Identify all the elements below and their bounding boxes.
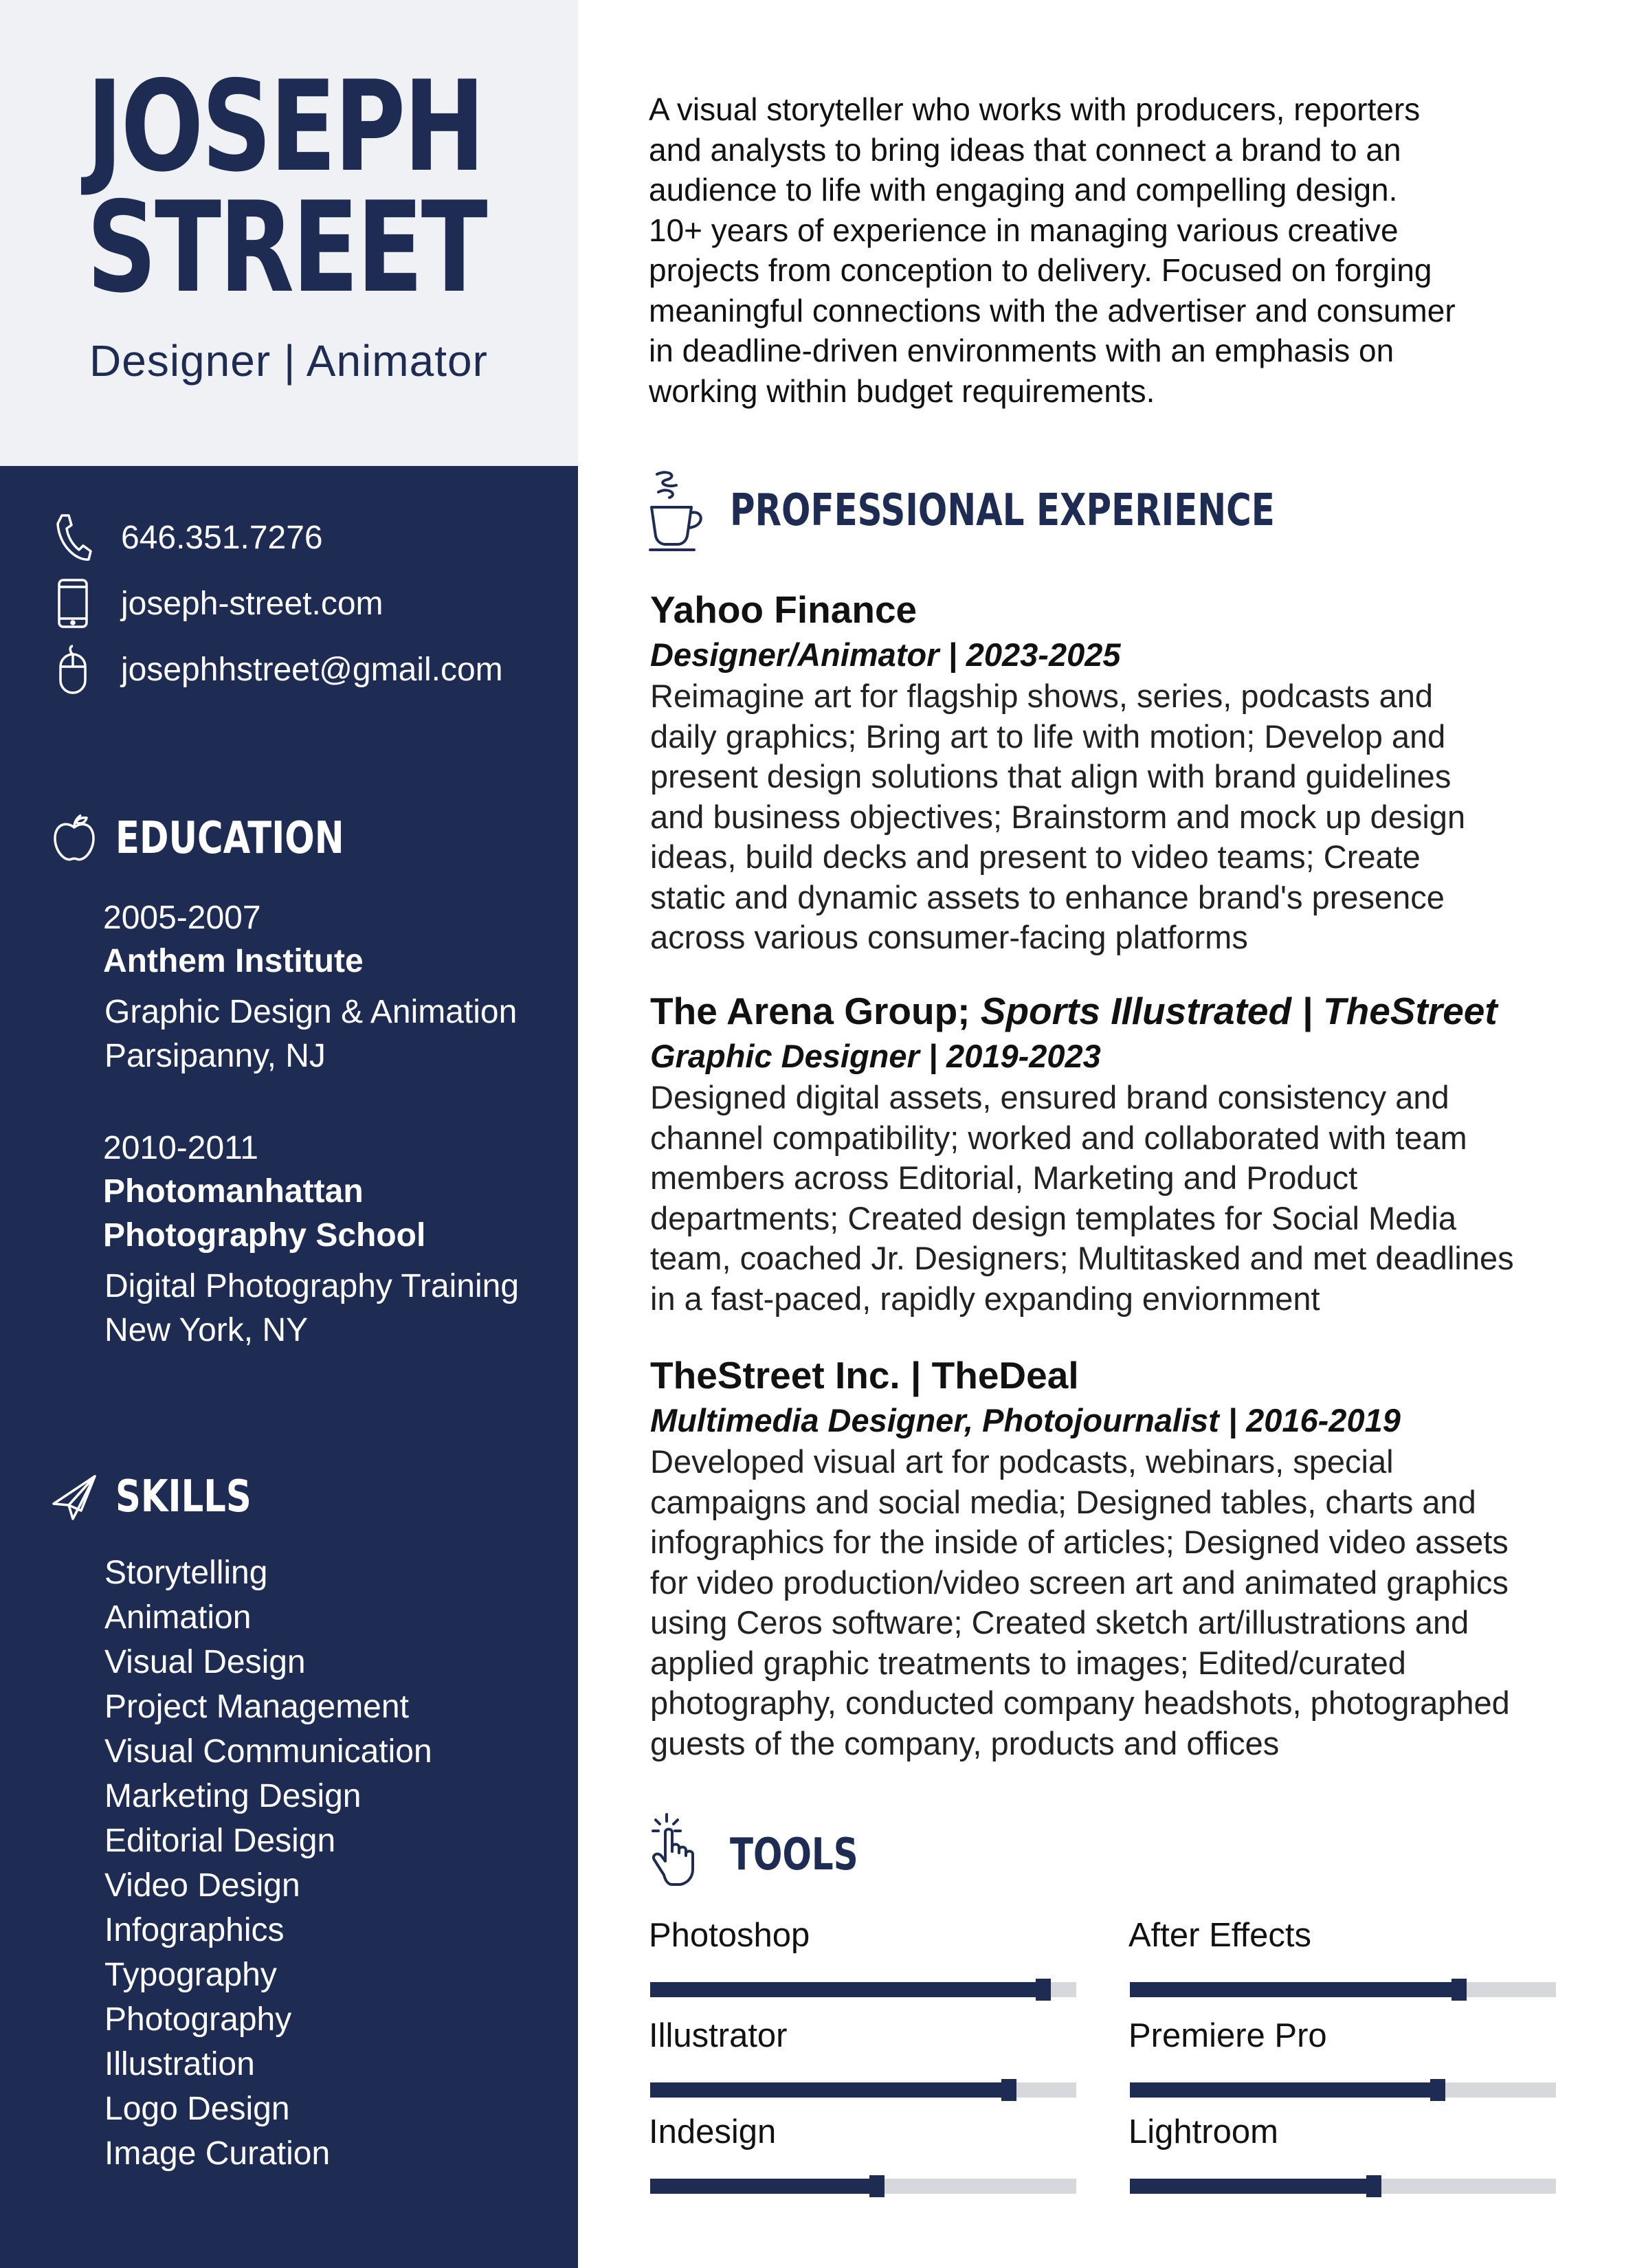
tool-level-knob	[1036, 1979, 1051, 2001]
tool-level-knob	[869, 2175, 885, 2197]
tool-level-bar	[650, 1982, 1076, 1997]
candidate-name	[87, 54, 486, 320]
pointer-hand-icon	[646, 1812, 712, 1898]
job-description: Developed visual art for podcasts, webinars, special campaigns and social media; Designed tables, charts and infographics for the inside of articles; Designed video assets for video production/video screen art and animated graphics using Ceros software; Created sketch art/illustrations and applied graphic treatments to images; Edited/curated photography, conducted company headshots, photographed guests of the company, products and offices	[650, 1443, 1510, 1761]
paper-plane-icon	[51, 1471, 98, 1523]
tool-level-fill	[650, 2179, 885, 2194]
job-entry	[650, 586, 1571, 958]
education-school: Anthem Institute	[103, 943, 364, 979]
skill-item: Logo Design	[104, 2091, 290, 2127]
skills-title: SKILLS	[115, 1471, 252, 1522]
skill-item: Image Curation	[104, 2135, 331, 2172]
first-name: JOSEPH	[87, 54, 483, 199]
skill-item: Editorial Design	[104, 1823, 336, 1859]
tool-level-fill	[1130, 2082, 1445, 2098]
job-entry	[650, 987, 1571, 1319]
tools-heading	[646, 1812, 894, 1898]
tool-item	[1128, 1915, 1555, 1956]
job-title: Designer | Animator	[89, 336, 488, 386]
skills-heading	[51, 1471, 285, 1523]
tool-level-bar	[650, 2179, 1076, 2194]
tool-name: Lightroom	[1128, 2113, 1278, 2150]
education-entry	[103, 897, 570, 1078]
contact-email-row	[52, 642, 503, 697]
tool-item	[649, 2111, 1075, 2153]
phone-icon	[52, 511, 93, 564]
skill-item: Illustration	[104, 2046, 255, 2082]
education-years: 2005-2007	[103, 900, 261, 936]
summary-line: audience to life with engaging and compelling design.	[649, 172, 1398, 208]
skill-item: Photography	[104, 2001, 292, 2038]
tool-level-knob	[1452, 1979, 1467, 2001]
tool-level-knob	[1430, 2079, 1445, 2101]
tool-item	[1128, 2111, 1555, 2153]
skill-item: Project Management	[104, 1689, 409, 1725]
tool-level-fill	[1130, 1982, 1467, 1997]
summary-line: in deadline-driven environments with an emphasis on	[649, 333, 1394, 368]
tool-name: Indesign	[649, 2113, 777, 2150]
education-location: New York, NY	[104, 1312, 309, 1348]
summary-line: working within budget requirements.	[649, 373, 1155, 409]
education-program: Digital Photography Training	[104, 1268, 520, 1304]
job-entry	[650, 1351, 1571, 1764]
contact-website-row	[52, 576, 383, 631]
education-title: EDUCATION	[115, 813, 344, 864]
job-role: Multimedia Designer, Photojournalist | 2016-2019	[650, 1402, 1401, 1438]
mobile-icon	[52, 577, 93, 630]
tool-name: Premiere Pro	[1128, 2017, 1327, 2054]
experience-title: PROFESSIONAL EXPERIENCE	[730, 485, 1275, 536]
tool-level-bar	[1130, 2179, 1556, 2194]
job-role: Graphic Designer | 2019-2023	[650, 1038, 1101, 1074]
job-company: Yahoo Finance	[650, 588, 917, 631]
education-school: Photography School	[103, 1217, 426, 1254]
job-company: The Arena Group; Sports Illustrated | TheStreet	[650, 990, 1498, 1032]
skills-list	[104, 1550, 432, 2176]
summary-line: projects from conception to delivery. Focused on forging	[649, 252, 1432, 288]
profile-summary	[649, 89, 1570, 411]
coffee-cup-icon	[646, 467, 712, 554]
tools-title: TOOLS	[730, 1830, 858, 1880]
education-program: Graphic Design & Animation	[104, 994, 518, 1030]
education-years: 2010-2011	[103, 1130, 258, 1166]
email-link[interactable]: josephhstreet@gmail.com	[121, 651, 503, 688]
tool-name: Photoshop	[649, 1917, 810, 1954]
tool-name: After Effects	[1128, 1917, 1311, 1954]
apple-icon	[51, 812, 98, 865]
education-location: Parsipanny, NJ	[104, 1038, 326, 1074]
education-school: Photomanhattan	[103, 1173, 364, 1210]
tool-level-bar	[650, 2082, 1076, 2098]
tool-name: Illustrator	[649, 2017, 788, 2054]
skill-item: Marketing Design	[104, 1778, 362, 1814]
tool-item	[649, 1915, 1075, 1956]
tool-level-knob	[1001, 2079, 1016, 2101]
education-entry	[103, 1127, 570, 1353]
skill-item: Storytelling	[104, 1555, 268, 1591]
tool-level-fill	[650, 2082, 1016, 2098]
skill-item: Visual Communication	[104, 1733, 432, 1770]
job-role: Designer/Animator | 2023-2025	[650, 636, 1121, 673]
job-company: TheStreet Inc. | TheDeal	[650, 1354, 1079, 1397]
tool-level-knob	[1366, 2175, 1381, 2197]
mouse-icon	[52, 643, 93, 696]
website-link[interactable]: joseph-street.com	[121, 585, 383, 622]
phone-number[interactable]: 646.351.7276	[121, 519, 323, 556]
last-name: STREET	[87, 175, 486, 320]
contact-phone-row	[52, 510, 323, 565]
summary-line: 10+ years of experience in managing various creative	[649, 212, 1399, 248]
skill-item: Video Design	[104, 1867, 300, 1904]
education-heading	[51, 812, 401, 865]
summary-line: A visual storyteller who works with producers, reporters	[649, 91, 1421, 127]
tool-item	[649, 2015, 1075, 2056]
tool-item	[1128, 2015, 1555, 2056]
skill-item: Animation	[104, 1599, 252, 1636]
experience-heading	[646, 467, 1428, 554]
tool-level-fill	[1130, 2179, 1381, 2194]
job-description: Reimagine art for flagship shows, series, podcasts and daily graphics; Bring art to life with motion; Develop and present design solutions that align with brand guidelines and business objectives; Brainstorm and mock up design ideas, build decks and present to video teams; Create static and dynamic assets to enhance brand's presence across various consumer-facing platforms	[650, 678, 1466, 955]
skill-item: Visual Design	[104, 1644, 306, 1680]
skill-item: Infographics	[104, 1912, 285, 1948]
tool-level-bar	[1130, 2082, 1556, 2098]
job-company-brands: Sports Illustrated | TheStreet	[980, 990, 1498, 1032]
job-description: Designed digital assets, ensured brand consistency and channel compatibility; worked and collaborated with team members across Editorial, Marketing and Product departments; Created design templates for Social Media team, coached Jr. Designers; Multitasked and met deadlines in a fast-paced, rapidly expanding enviornment	[650, 1079, 1514, 1317]
tool-level-fill	[650, 1982, 1051, 1997]
tool-level-bar	[1130, 1982, 1556, 1997]
summary-line: and analysts to bring ideas that connect a brand to an	[649, 131, 1401, 168]
skill-item: Typography	[104, 1957, 277, 1993]
summary-line: meaningful connections with the advertiser and consumer	[649, 292, 1456, 329]
